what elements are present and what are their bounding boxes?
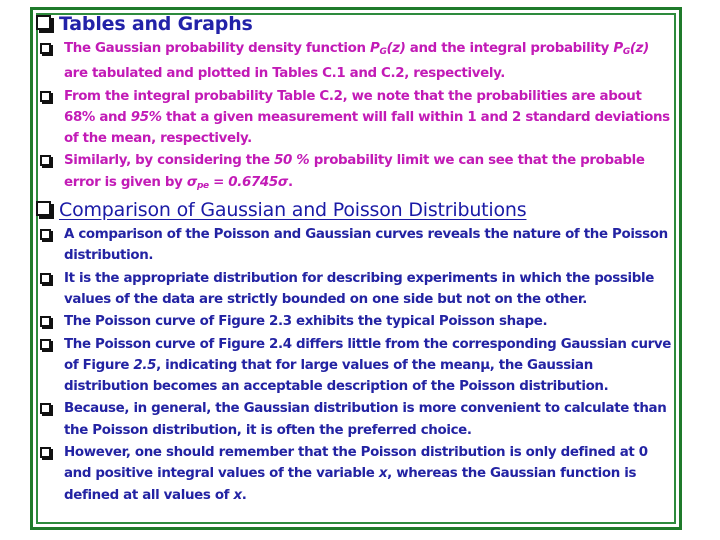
slide-content <box>36 12 676 528</box>
text-run: P <box>369 41 380 56</box>
bullet-item <box>36 86 676 150</box>
text-run: and the integral probability <box>405 41 614 56</box>
text-run: σ <box>186 174 197 190</box>
bullet-text <box>64 224 676 267</box>
bullet-text <box>64 442 676 506</box>
text-run: , indicating that for large values of the mean <box>156 357 481 373</box>
text-run: 95% <box>130 109 162 125</box>
bullet-text <box>64 38 676 85</box>
text-run: The Poisson curve of Figure 2.4 differs little from the corresponding Gaussian curve of Figure <box>64 336 672 373</box>
text-run: probability limit we can see that the probable error is given by <box>64 153 645 190</box>
text-run: = 0.6745 <box>208 174 278 190</box>
bullet-item <box>36 334 676 398</box>
text-run: (z) <box>629 41 649 56</box>
text-run: 2.5 <box>133 357 157 373</box>
text-run: From the integral probability Table C.2, we note that the probabilities are about 68% and <box>64 88 642 125</box>
bullet-item <box>36 268 676 311</box>
bullet-item <box>36 224 676 267</box>
checkbox-bullet-icon <box>40 447 51 458</box>
text-run: x <box>378 466 388 482</box>
text-run: . <box>241 487 247 503</box>
heading-text: Tables and Graphs <box>59 13 253 35</box>
checkbox-bullet-icon <box>40 155 51 166</box>
subscript: G <box>622 47 630 57</box>
text-run: σ <box>277 174 288 190</box>
bullet-text <box>64 334 676 398</box>
text-run: μ <box>480 357 490 373</box>
heading-tables-and-graphs <box>36 12 676 36</box>
checkbox-bullet-icon <box>40 91 51 102</box>
bullet-text <box>64 86 676 150</box>
checkbox-bullet-icon <box>40 316 51 327</box>
checkbox-bullet-icon <box>36 201 51 216</box>
text-run: However, one should remember that the Poisson distribution is only defined at 0 and positive integral values of the variable <box>64 445 648 482</box>
heading-text: Comparison of Gaussian and Poisson Distributions <box>59 199 527 222</box>
section-comparison <box>36 224 676 506</box>
bullet-text <box>64 398 676 441</box>
bullet-text <box>64 268 676 311</box>
subscript: pe <box>196 180 209 191</box>
text-run: (z) <box>386 41 406 56</box>
text-run: It is the appropriate distribution for describing experiments in which the possible values of the data are strictly bounded on one side but not on the other. <box>64 270 654 307</box>
text-run: . <box>287 174 293 190</box>
text-run: are tabulated and plotted in Tables C.1 and C.2, respectively. <box>64 66 505 82</box>
checkbox-bullet-icon <box>40 273 51 284</box>
heading-comparison <box>36 198 676 222</box>
text-run: Because, in general, the Gaussian distribution is more convenient to calculate than the Poisson distribution, it is often the preferred choice. <box>64 401 667 438</box>
text-run: The Gaussian probability density function <box>64 41 370 56</box>
text-run: Similarly, by considering the <box>64 153 275 169</box>
text-run: P <box>613 41 623 56</box>
checkbox-bullet-icon <box>40 229 51 240</box>
checkbox-bullet-icon <box>40 339 51 350</box>
text-run: that a given measurement will fall within 1 and 2 standard deviations of the mean, respectively. <box>64 109 670 147</box>
text-run: The Poisson curve of Figure 2.3 exhibits the typical Poisson shape. <box>64 314 548 330</box>
checkbox-bullet-icon <box>40 403 51 414</box>
text-run: 50 % <box>274 153 310 169</box>
text-run: x <box>233 487 242 503</box>
bullet-item <box>36 38 676 85</box>
bullet-item <box>36 311 676 332</box>
section-tables-and-graphs <box>36 38 676 197</box>
subscript: G <box>379 47 387 57</box>
bullet-item <box>36 150 676 197</box>
checkbox-bullet-icon <box>40 43 51 54</box>
bullet-item <box>36 398 676 441</box>
bullet-text <box>64 150 676 197</box>
bullet-text <box>64 311 676 332</box>
text-run: A comparison of the Poisson and Gaussian curves reveals the nature of the Poisson distribution. <box>64 227 668 264</box>
bullet-item <box>36 442 676 506</box>
checkbox-bullet-icon <box>36 15 51 30</box>
text-run: , the Gaussian distribution becomes an acceptable description of the Poisson distribution. <box>64 357 609 395</box>
text-run: , whereas the Gaussian function is defined at all values of <box>64 466 637 503</box>
